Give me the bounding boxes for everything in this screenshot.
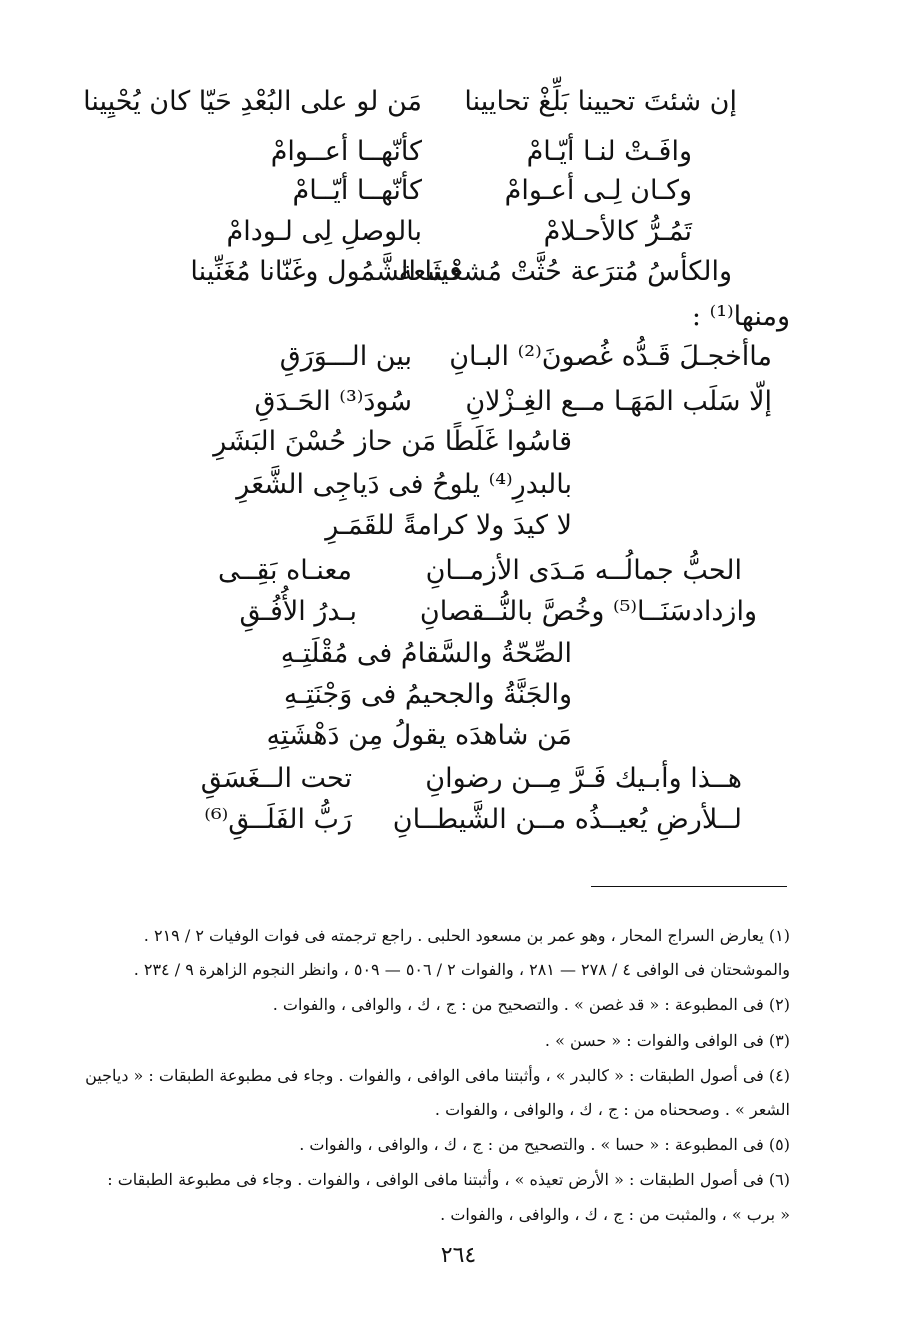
poem2-line-1-left: بين الـــوَرَقِ — [279, 341, 412, 372]
poem2-line-1-right: ماأخجـلَ قَـدُّه غُصونَ⁽²⁾ البـانِ — [449, 341, 772, 372]
stanza-line: والجَنَّةُ والجحيمُ فى وَجْنَتِـهِ — [283, 679, 572, 710]
poem-line-4-left: بالوصلِ لِى لـودامْ — [226, 216, 422, 247]
poem4-line-2-right: لــلأرضِ يُعيــذُه مــن الشَّيطــانِ — [392, 804, 742, 835]
poem-line-2-right: وافَـتْ لنـا أيّـامْ — [526, 136, 692, 167]
poem4-line-1-left: تحت الــغَسَقِ — [200, 763, 352, 794]
stanza-line: مَن شاهدَه يقولُ مِن دَهْشَتِهِ — [266, 720, 572, 751]
footnote-line: والموشحتان فى الوافى ٤ / ٢٧٨ — ٢٨١ ، والفوات ٢ / ٥٠٦ — ٥٠٩ ، وانظر النجوم الزاهرة ٩ / ٢٣٤ . — [133, 960, 790, 979]
footnote-separator — [591, 886, 787, 887]
section-intro: ومنها⁽¹⁾ : — [691, 301, 790, 332]
footnote-line: (٤) فى أصول الطبقات : « كالبدر » ، وأثبتنا مافى الوافى ، والفوات . وجاء فى مطبوعة الطبقات : « دياجين — [85, 1066, 790, 1085]
poem-line-3-left: كأنّهــا أيّــامْ — [292, 175, 422, 206]
poem2-line-2-left: سُودَ⁽³⁾ الحَـدَقِ — [254, 386, 412, 417]
poem3-line-1-left: معنـاه بَقِــى — [218, 555, 352, 586]
footnote-line: (١) يعارض السراج المحار ، وهو عمر بن مسعود الحلبى . راجع ترجمته فى فوات الوفيات ٢ / ٢١٩ . — [143, 926, 790, 945]
poem3-line-1-right: الحبُّ جمالُــه مَـدَى الأزمــانِ — [425, 555, 742, 586]
footnote-line: « برب » ، والمثبت من : ج ، ك ، والوافى ، والفوات . — [440, 1205, 790, 1224]
poem4-line-1-right: هــذا وأبـيك فَـرَّ مِــن رضوانِ — [425, 763, 742, 794]
poem-line-1-right: إن شئتَ تحيينا بَلِّغْ تحايينا — [464, 86, 737, 117]
poem-line-5-right: والكأسُ مُترَعة حُثَّتْ مُشعْشَعة — [398, 256, 732, 287]
poem-line-3-right: وكـان لِـى أعـوامْ — [504, 175, 692, 206]
footnote-line: (٥) فى المطبوعة : « حسا » . والتصحيح من : ج ، ك ، والوافى ، والفوات . — [299, 1135, 790, 1154]
poem3-line-2-left: بـدرُ الأُفُـقِ — [239, 596, 357, 627]
poem2-line-2-right: إلّا سَلَب المَهَـا مــع الغِـزْلانِ — [465, 386, 772, 417]
poem-line-5-left: فينا الشَّمُول وغَنّانا مُغَنِّينا — [190, 256, 462, 287]
poem4-line-2-left: رَبُّ الفَلَــقِ⁽⁶⁾ — [204, 804, 352, 835]
stanza-line: بالبدرِ⁽⁴⁾ يلوحُ فى دَياجِى الشَّعَرِ — [236, 469, 572, 500]
page-number: ٢٦٤ — [440, 1243, 477, 1268]
stanza-line: قاسُوا غَلَطًا مَن حاز حُسْنَ البَشَرِ — [213, 426, 572, 457]
stanza-line: لا كيدَ ولا كرامةً للقَمَـرِ — [325, 510, 572, 541]
footnote-line: (٢) فى المطبوعة : « قد غصن » . والتصحيح من : ج ، ك ، والوافى ، والفوات . — [272, 995, 790, 1014]
footnote-line: (٣) فى الوافى والفوات : « حسن » . — [544, 1031, 790, 1050]
poem-line-2-left: كأنّهــا أعــوامْ — [270, 136, 422, 167]
stanza-line: الصِّحّةُ والسَّقامُ فى مُقْلَتِـهِ — [280, 638, 572, 669]
poem-line-1-left: مَن لو على البُعْدِ حَيّا كان يُحْيِينا — [83, 86, 422, 117]
poem3-line-2-right: وازدادسَنَــا⁽⁵⁾ وخُصَّ بالنُّــقصانِ — [419, 596, 757, 627]
footnote-line: الشعر » . وصححناه من : ج ، ك ، والوافى ، والفوات . — [434, 1100, 790, 1119]
footnote-line: (٦) فى أصول الطبقات : « الأرض تعيذه » ، وأثبتنا مافى الوافى ، والفوات . وجاء فى مطبوعة الطبقات : — [107, 1170, 790, 1189]
poem-line-4-right: تَمُـرُّ كالأحـلامْ — [543, 216, 692, 247]
